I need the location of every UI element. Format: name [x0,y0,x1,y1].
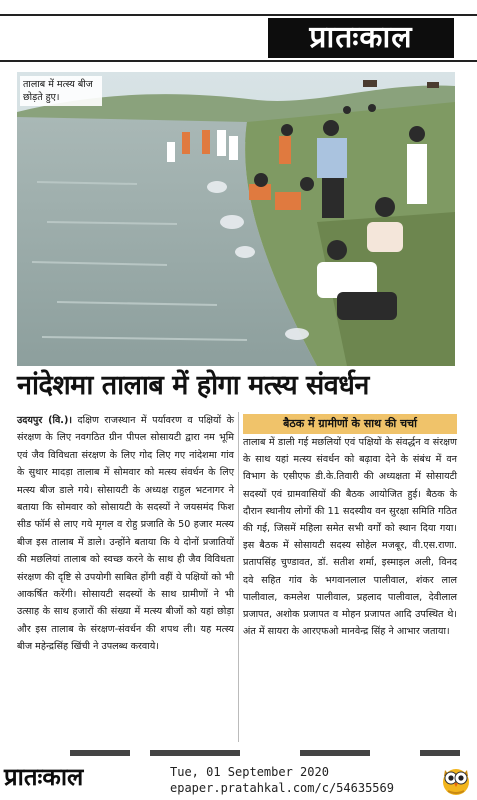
column-divider [238,412,239,742]
footer-url[interactable]: epaper.pratahkal.com/c/54635569 [170,781,394,795]
footer [0,758,477,800]
news-photo [17,72,455,366]
subheading: बैठक में ग्रामीणों के साथ की चर्चा [243,414,457,434]
masthead-logo: प्रातःकाल [268,18,454,58]
masthead-rule-top [0,14,477,16]
article-left-column [17,412,234,656]
next-story-fragment [0,742,477,758]
article-body-right: तालाब में डाली गई मछलियों एवं पक्षियों के संवर्द्धन व संरक्षण के साथ यहां मत्स्य संवर्धन को बढ़ावा देने के संबंध में वन विभाग के एसीएफ डी.के.तिवारी की अध्यक्षता में सोसायटी सदस्यों एवं ग्रामवासियों की बैठक आयोजित हुई। बैठक के दौरान स्थानीय लोगों की 11 सदस्यीय वन सुरक्षा समिति गठित की गई, जिसमें महिला समेत सभी वर्गों को स्थान दिया गया। इस बैठक में सोसायटी सदस्य सोहेल मजबूर, वी.एस.राणा. प्रतापसिंह चुण्डावत, डॉ. सतीश शर्मा, इस्माइल अली, विनद दवे सहित गांव के भगवानलाल पालीवाल, शंकर लाल पालीवाल, कमलेश पालीवाल, प्रहलाद पालीवाल, देवीलाल प्रजापत, अशोक प्रजापत व मोहन प्रजापत आदि उपस्थित थे। अंत में सायरा के आरएफओ मानवेन्द्र सिंह ने आभार जताया। [243,437,457,638]
footer-logo: प्रातःकाल [4,763,84,791]
masthead-rule-bottom [0,60,477,62]
headline: नांदेशमा तालाब में होगा मत्स्य संवर्धन [17,370,369,401]
article-body-left: दक्षिण राजस्थान में पर्यावरण व पक्षियों के संरक्षण के लिए नवगठित ग्रीन पीपल सोसायटी द्वारा नम भूमि एवं जैव विविधता संरक्षण के लिए गोद लिए गए नांदेशमा गांव के सुथार मादड़ा तालाब में सोमवार को मत्स्य संवर्धन के लिए मत्स्य बीज डाले गये। सोसायटी के अध्यक्ष राहुल भटनागर ने बताया कि सोमवार को सोसायटी के सदस्यों ने जयसमंद फिश सीड फॉर्म से लाए गये मृगल व रोहु प्रजाति के 50 हजार मत्स्य बीज इस तालाब में डाले। उन्होंने बताया कि ये दोनों प्रजातियों की मछलियां तालाब को स्वच्छ करने के साथ ही जैव विविधता संरक्षण की दृष्टि से उपयोगी साबित होंगी वहीं ये पक्षियों को भी आकर्षित करेंगी। सोसायटी सदस्यों के साथ ग्रामीणों ने भी उत्साह के साथ हजारों की संख्या में मत्स्य बीजों को यहां छोड़ा और इस तालाब के संरक्षण-संवर्धन की शपथ ली। यह मत्स्य बीज महेन्द्रसिंह खिंची ने उपलब्ध करवाये। [17,415,234,653]
photo-caption: तालाब में मत्स्य बीज छोड़ते हुए। [20,76,102,106]
footer-date: Tue, 01 September 2020 [170,765,329,779]
owl-icon [440,762,472,796]
news-photo-illustration [17,72,455,366]
dateline: उदयपुर (वि.)। [17,415,72,426]
